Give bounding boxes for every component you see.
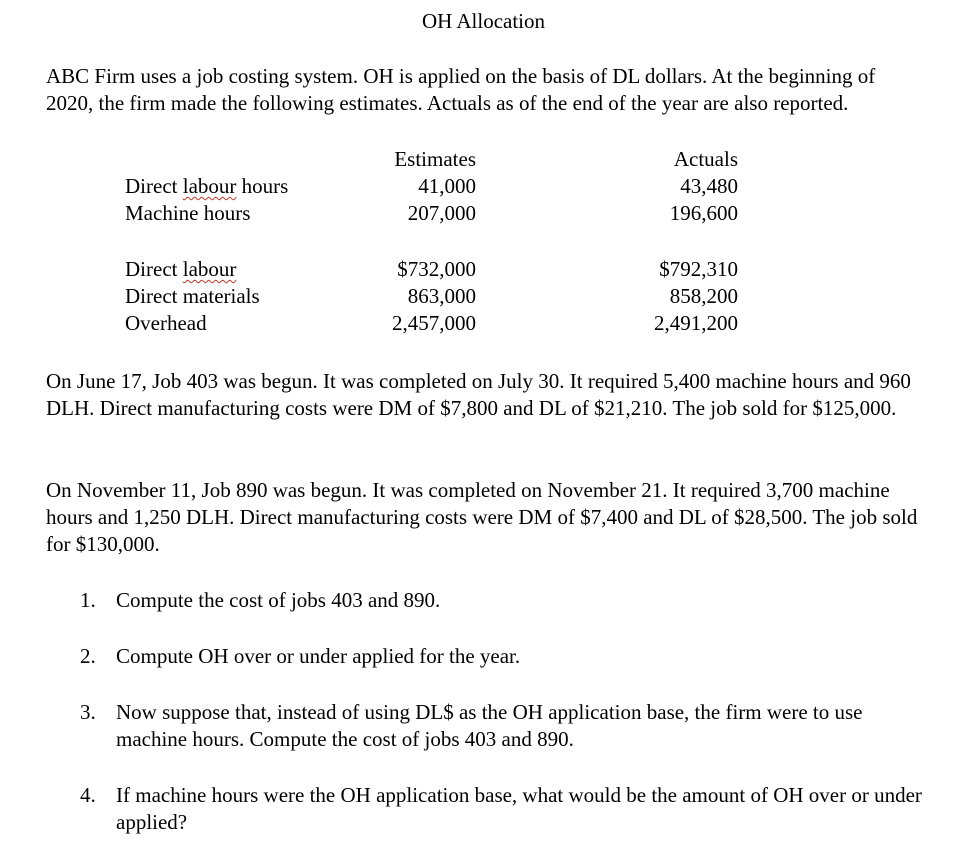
row-label: Direct labour hours bbox=[125, 174, 289, 198]
question-number: 3. bbox=[80, 700, 96, 724]
actual-value: 196,600 bbox=[669, 201, 738, 225]
page-title: OH Allocation bbox=[421, 9, 546, 33]
estimates-header: Estimates bbox=[394, 147, 476, 171]
estimate-value: $732,000 bbox=[397, 257, 476, 281]
job-890-paragraph: On November 11, Job 890 was begun. It was completed on November 21. It required 3,700 machine hours and 1,250 DLH. Direct manufacturing costs were DM of $7,400 and DL of $28,500. The job sold for $130,000. bbox=[46, 478, 918, 556]
row-label: Direct materials bbox=[125, 284, 260, 308]
row-label: Direct labour bbox=[125, 257, 237, 281]
question-text: Now suppose that, instead of using DL$ as the OH application base, the firm were to use machine hours. Compute the cost of jobs 403 and 890. bbox=[116, 700, 863, 751]
question-text: Compute the cost of jobs 403 and 890. bbox=[116, 588, 441, 612]
job-403-paragraph: On June 17, Job 403 was begun. It was completed on July 30. It required 5,400 machine hours and 960 DLH. Direct manufacturing costs were DM of $7,800 and DL of $21,210. The job sold for $125,000. bbox=[46, 369, 911, 420]
question-number: 1. bbox=[80, 588, 96, 612]
spellcheck-marked-word: labour bbox=[182, 174, 237, 198]
actuals-header: Actuals bbox=[673, 147, 738, 171]
row-label: Overhead bbox=[125, 311, 207, 335]
question-number: 2. bbox=[80, 644, 96, 668]
estimate-value: 207,000 bbox=[407, 201, 476, 225]
actual-value: $792,310 bbox=[659, 257, 738, 281]
row-label: Machine hours bbox=[125, 201, 251, 225]
question-text: Compute OH over or under applied for the year. bbox=[116, 644, 521, 668]
actual-value: 43,480 bbox=[680, 174, 738, 198]
question-text: If machine hours were the OH application base, what would be the amount of OH over or under applied? bbox=[116, 783, 922, 834]
estimate-value: 863,000 bbox=[407, 284, 476, 308]
intro-paragraph: ABC Firm uses a job costing system. OH is applied on the basis of DL dollars. At the beginning of 2020, the firm made the following estimates. Actuals as of the end of the year are also reported. bbox=[46, 64, 876, 115]
spellcheck-marked-word: labour bbox=[182, 257, 237, 281]
estimate-value: 2,457,000 bbox=[392, 311, 476, 335]
actual-value: 858,200 bbox=[669, 284, 738, 308]
question-number: 4. bbox=[80, 783, 96, 807]
actual-value: 2,491,200 bbox=[654, 311, 738, 335]
estimate-value: 41,000 bbox=[418, 174, 476, 198]
